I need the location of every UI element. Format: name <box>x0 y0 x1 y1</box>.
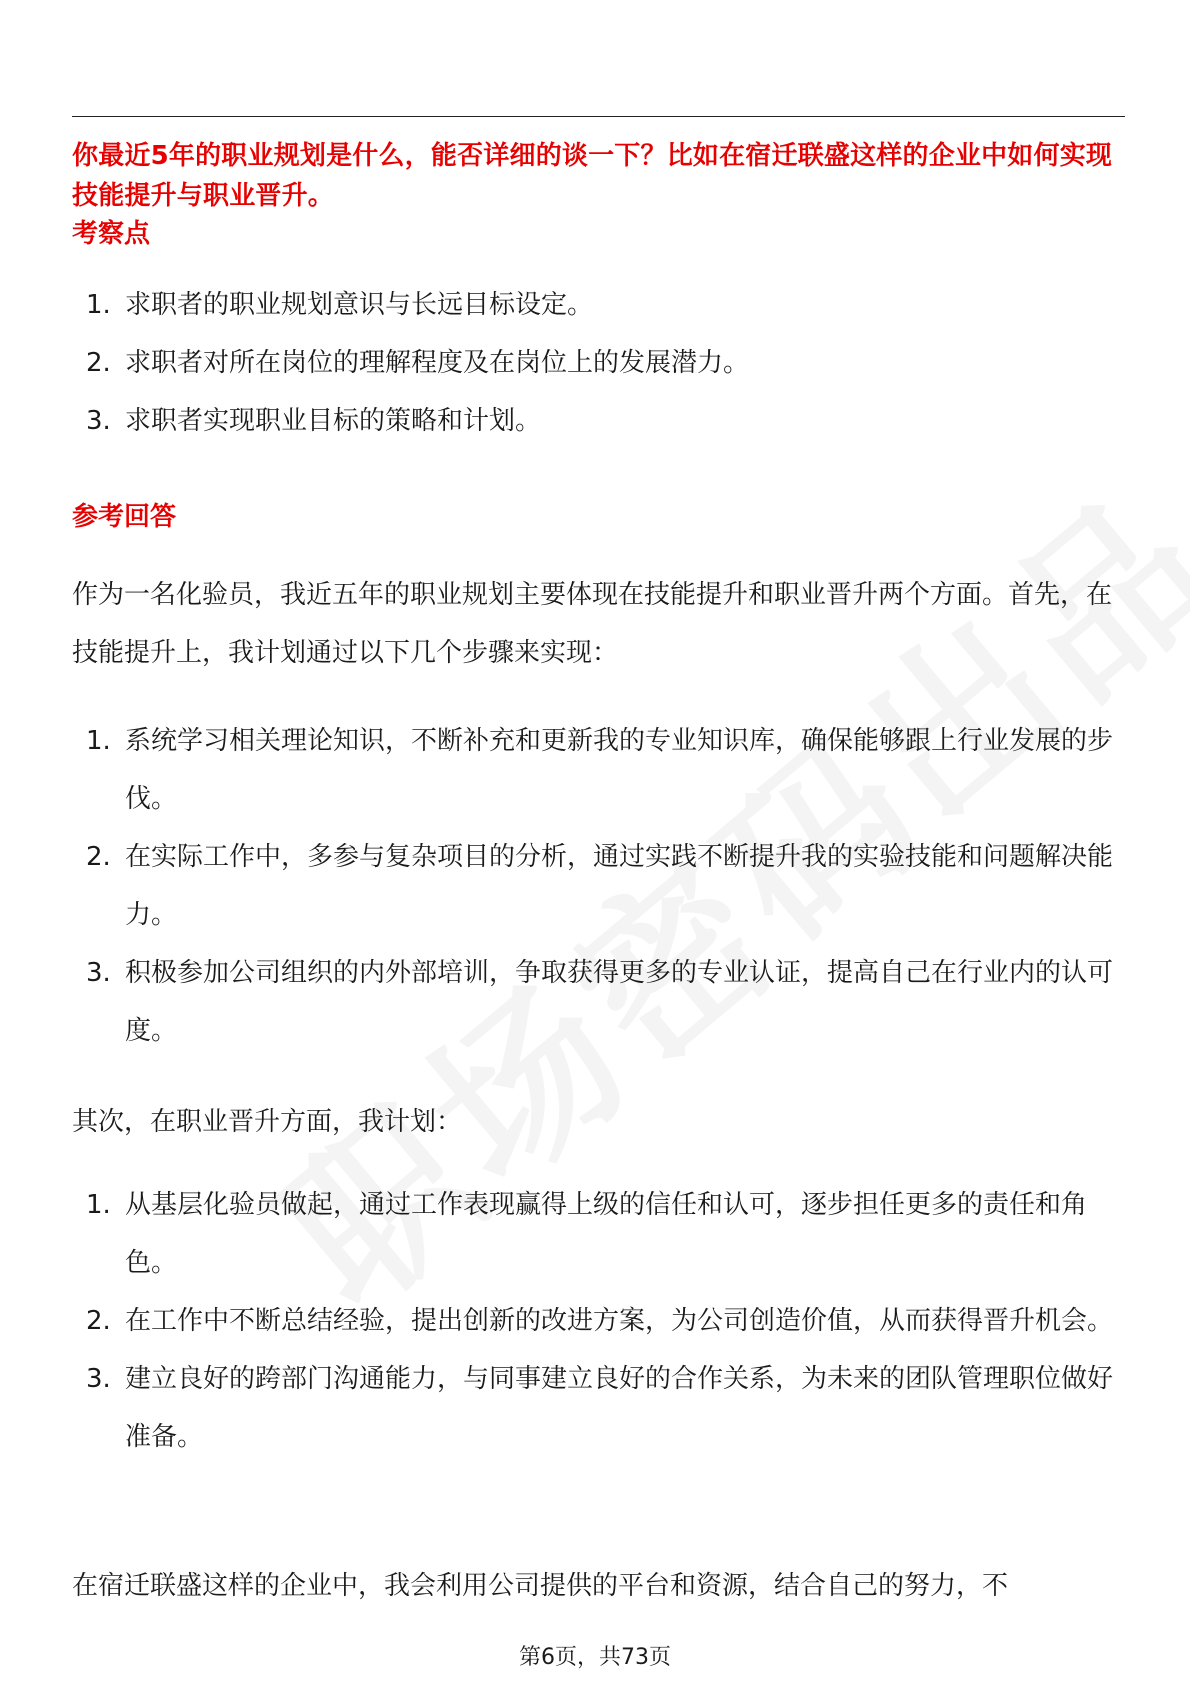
question-heading: 你最近5年的职业规划是什么，能否详细的谈一下？比如在宿迁联盛这样的企业中如何实现技能提升与职业晋升。 <box>72 141 1113 211</box>
list-item-number: 2. <box>86 348 111 378</box>
list-item-text: 积极参加公司组织的内外部培训，争取获得更多的专业认证，提高自己在行业内的认可度。 <box>125 958 1114 1046</box>
list-item-text: 建立良好的跨部门沟通能力，与同事建立良好的合作关系，为未来的团队管理职位做好准备。 <box>125 1364 1114 1452</box>
list-item-text: 在实际工作中，多参与复杂项目的分析，通过实践不断提升我的实验技能和问题解决能力。 <box>125 842 1114 930</box>
promotion-intro-paragraph: 其次，在职业晋升方面，我计划： <box>72 1107 463 1137</box>
list-item <box>72 944 1132 1060</box>
promotion-plan-list <box>72 1176 1132 1466</box>
list-item-text: 求职者实现职业目标的策略和计划。 <box>125 406 542 436</box>
list-item <box>72 828 1132 944</box>
list-item-text: 求职者对所在岗位的理解程度及在岗位上的发展潜力。 <box>125 348 750 378</box>
list-item-number: 3. <box>86 958 111 988</box>
top-divider <box>72 116 1125 117</box>
list-item-text: 在工作中不断总结经验，提出创新的改进方案，为公司创造价值，从而获得晋升机会。 <box>125 1306 1114 1336</box>
list-item <box>72 1350 1132 1466</box>
list-item <box>72 276 1132 334</box>
section-title-reference-answer: 参考回答 <box>72 502 177 532</box>
answer-intro-paragraph: 作为一名化验员，我近五年的职业规划主要体现在技能提升和职业晋升两个方面。首先，在技能提升上，我计划通过以下几个步骤来实现： <box>72 580 1113 668</box>
list-item-text: 系统学习相关理论知识，不断补充和更新我的专业知识库，确保能够跟上行业发展的步伐。 <box>125 726 1114 814</box>
list-item-number: 1. <box>86 290 111 320</box>
list-item <box>72 1176 1132 1292</box>
list-item-number: 3. <box>86 1364 111 1394</box>
list-item <box>72 334 1132 392</box>
list-item <box>72 1292 1132 1350</box>
list-item-text: 从基层化验员做起，通过工作表现赢得上级的信任和认可，逐步担任更多的责任和角色。 <box>125 1190 1088 1278</box>
closing-paragraph: 在宿迁联盛这样的企业中，我会利用公司提供的平台和资源，结合自己的努力，不 <box>72 1571 1009 1601</box>
list-item-number: 1. <box>86 726 111 756</box>
list-item-text: 求职者的职业规划意识与长远目标设定。 <box>125 290 594 320</box>
list-item-number: 2. <box>86 1306 111 1336</box>
list-item <box>72 712 1132 828</box>
list-item-number: 2. <box>86 842 111 872</box>
list-item-number: 3. <box>86 406 111 436</box>
section-title-assessment: 考察点 <box>72 219 151 249</box>
page-footer: 第6页，共73页 <box>519 1645 671 1670</box>
assessment-list <box>72 276 1132 450</box>
list-item-number: 1. <box>86 1190 111 1220</box>
skill-plan-list <box>72 712 1132 1060</box>
list-item <box>72 392 1132 450</box>
